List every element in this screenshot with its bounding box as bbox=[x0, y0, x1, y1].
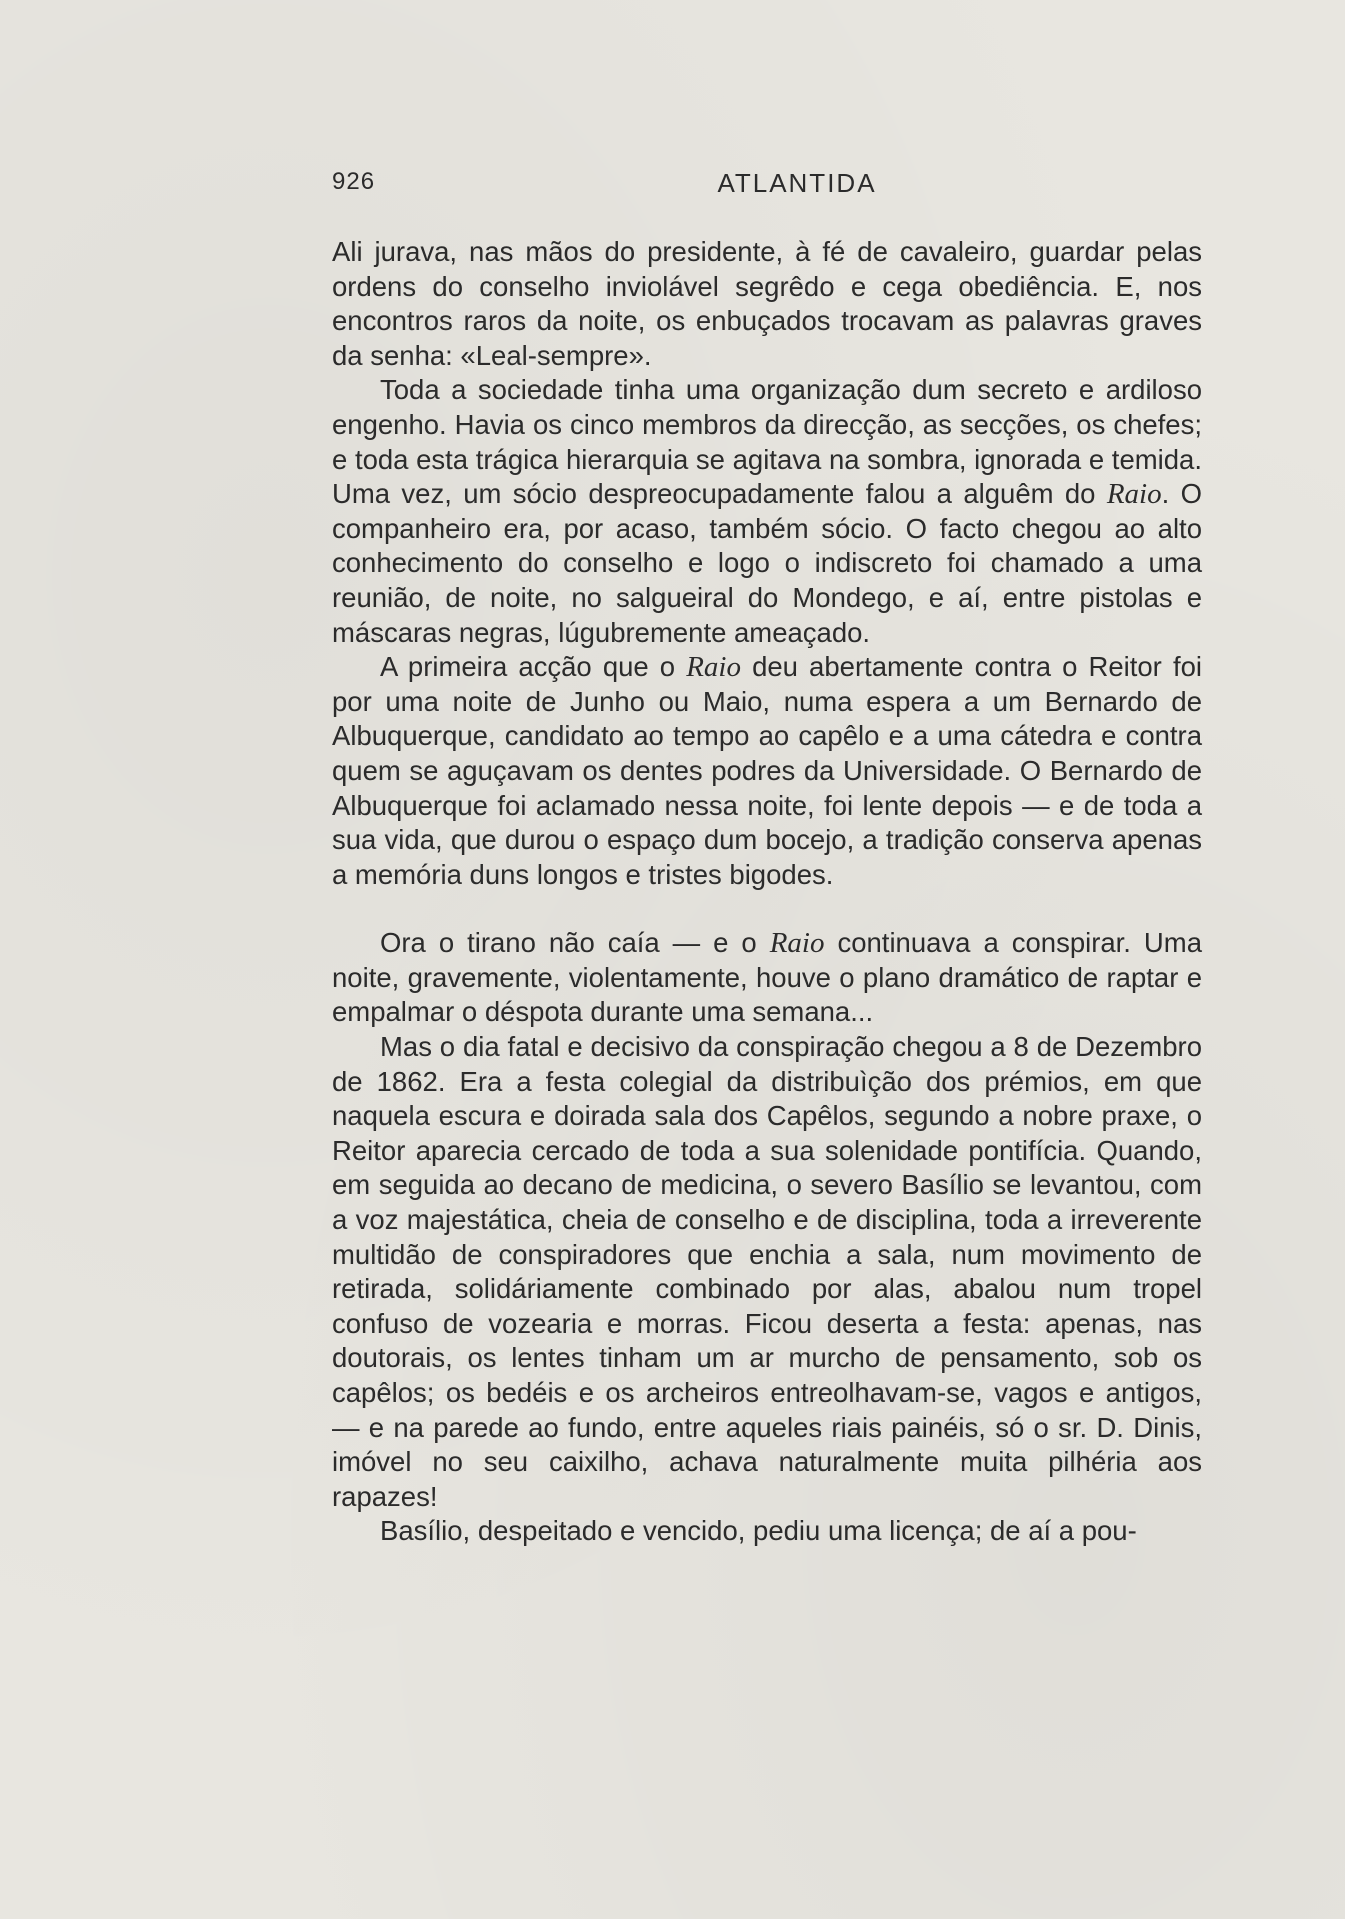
paragraph bbox=[332, 1030, 1202, 1514]
paragraph-text: Mas o dia fatal e decisivo da conspiração chegou a 8 de Dezembro de 1862. Era a festa colegial da distribuìção dos prémios, em que naquela escura e doirada sala dos Capêlos, segundo a nobre praxe, o Reitor aparecia cercado de toda a sua solenidade pontifícia. Quando, em seguida ao decano de medicina, o severo Basílio se levantou, com a voz majestática, cheia de conselho e de disciplina, toda a irreverente multidão de conspiradores que enchia a sala, num movimento de retirada, solidáriamente combinado por alas, abalou num tropel confuso de vozearia e morras. Ficou deserta a festa: apenas, nas doutorais, os lentes tinham um ar murcho de pensamento, sob os capêlos; os bedéis e os archeiros entreolhavam-se, vagos e antigos, — e na parede ao fundo, entre aqueles riais painéis, só o sr. D. Dinis, imóvel no seu caixilho, achava naturalmente muita pilhéria aos rapazes! bbox=[332, 1031, 1202, 1512]
paragraph bbox=[332, 373, 1202, 650]
paragraph-text: Ora o tirano não caía — e o bbox=[380, 927, 770, 959]
paragraph-text: . O companheiro era, por acaso, também sócio. O facto chegou ao alto conhecimento do conselho e logo o indiscreto foi chamado a uma reunião, de noite, no salgueiral do Mondego, e aí, entre pistolas e máscaras negras, lúgubremente ameaçado. bbox=[332, 478, 1202, 648]
body-text bbox=[332, 235, 1202, 1549]
paragraph bbox=[332, 650, 1202, 892]
paragraph-text: A primeira acção que o bbox=[380, 651, 687, 683]
italic-term: Raio bbox=[1106, 478, 1162, 511]
italic-term: Raio bbox=[769, 927, 825, 960]
paragraph-text: deu abertamente contra o Reitor foi por uma noite de Junho ou Maio, numa espera a um Bernardo de Albuquerque, candidato ao tempo ao capêlo e a uma cátedra e contra quem se aguçavam os dentes podres da Universidade. O Bernardo de Albuquerque foi aclamado nessa noite, foi lente depois — e de toda a sua vida, que durou o espaço dum bocejo, a tradição conserva apenas a memória duns longos e tristes bigodes. bbox=[332, 651, 1202, 890]
paragraph bbox=[332, 926, 1202, 1030]
paragraph-text: Basílio, despeitado e vencido, pediu uma licença; de aí a pou- bbox=[380, 1515, 1137, 1547]
paragraph-text: Toda a sociedade tinha uma organização dum secreto e ardiloso engenho. Havia os cinco membros da direcção, as secções, os chefes; e toda esta trágica hierarquia se agitava na sombra, ignorada e temida. Uma vez, um sócio despreocupadamente falou a alguêm do bbox=[332, 374, 1202, 510]
page-number: 926 bbox=[332, 168, 376, 195]
italic-term: Raio bbox=[686, 651, 741, 684]
paragraph bbox=[332, 1514, 1202, 1549]
page-header bbox=[332, 168, 1202, 208]
paragraph bbox=[332, 235, 1202, 373]
paragraph-text: continuava a conspirar. Uma noite, gravemente, violentamente, houve o plano dramático de raptar e empalmar o déspota durante uma semana... bbox=[332, 927, 1202, 1028]
running-title: ATLANTIDA bbox=[717, 168, 877, 198]
paragraph-text: Ali jurava, nas mãos do presidente, à fé de cavaleiro, guardar pelas ordens do conselho inviolável segrêdo e cega obediência. E, nos encontros raros da noite, os enbuçados trocavam as palavras graves da senha: «Leal-sempre». bbox=[332, 236, 1202, 371]
